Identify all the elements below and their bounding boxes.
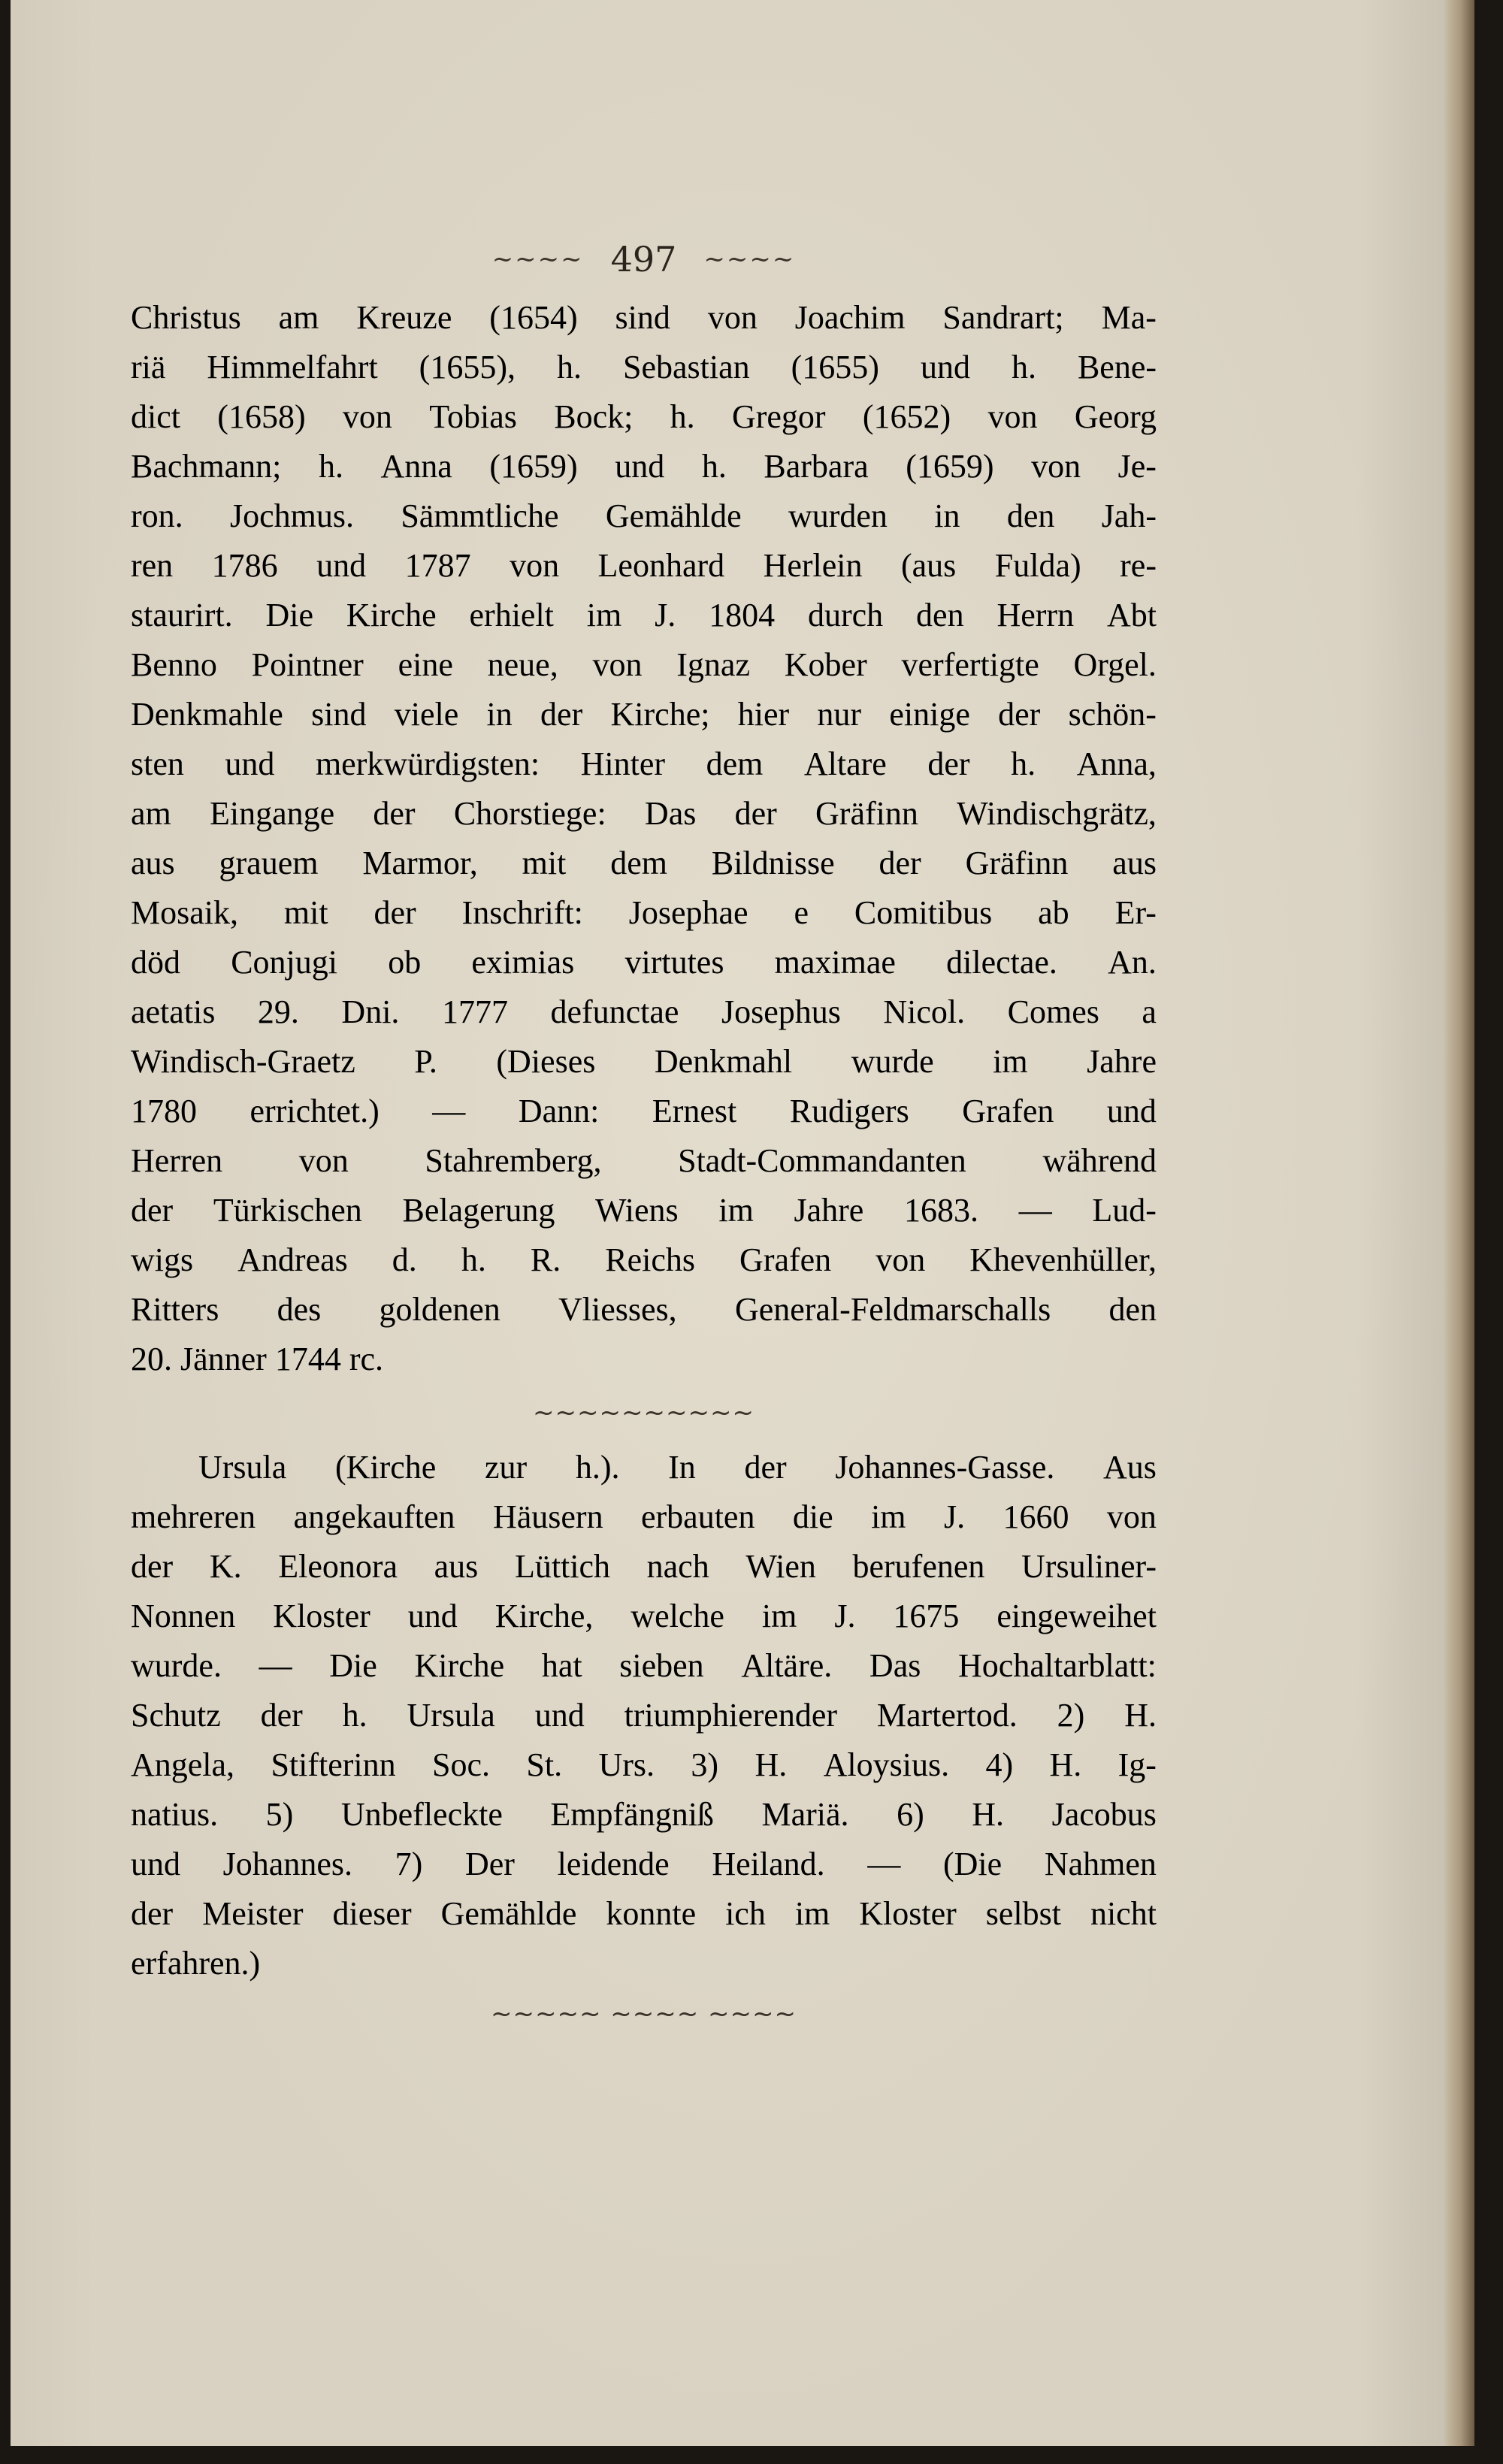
section-divider-1: ~~~~~~~~~~ (533, 1398, 755, 1428)
text-line: dict (1658) von Tobias Bock; h. Gregor (1652) von Georg (131, 398, 1157, 435)
text-line: natius. 5) Unbefleckte Empfängniß Mariä. 6) H. Jacobus (131, 1796, 1157, 1833)
text-line: der Meister dieser Gemählde konnte ich im Kloster selbst nicht (131, 1895, 1157, 1932)
text-line: riä Himmelfahrt (1655), h. Sebastian (1655) und h. Bene- (131, 349, 1157, 385)
section-ursula (131, 1443, 1157, 2006)
book-binding-edge (1444, 0, 1474, 2446)
text-line: mehreren angekauften Häusern erbauten die im J. 1660 von (131, 1498, 1157, 1535)
text-line: ren 1786 und 1787 von Leonhard Herlein (aus Fulda) re- (131, 547, 1157, 584)
text-line: sten und merkwürdigsten: Hinter dem Altare der h. Anna, (131, 745, 1157, 782)
text-line: Ursula (Kirche zur h.). In der Johannes-Gasse. Aus (198, 1449, 1157, 1486)
text-line: aetatis 29. Dni. 1777 defunctae Josephus Nicol. Comes a (131, 993, 1157, 1030)
text-line: Mosaik, mit der Inschrift: Josephae e Comitibus ab Er- (131, 894, 1157, 931)
text-line: der Türkischen Belagerung Wiens im Jahre 1683. — Lud- (131, 1192, 1157, 1229)
text-line: Nonnen Kloster und Kirche, welche im J. 1675 eingeweihet (131, 1598, 1157, 1634)
page-header (131, 229, 1157, 289)
section-denkmahle (131, 293, 1157, 1398)
text-line: und Johannes. 7) Der leidende Heiland. — (Die Nahmen (131, 1846, 1157, 1882)
section-divider-2: ~~~~~ ~~~~ ~~~~ (491, 1999, 797, 2029)
text-line: erfahren.) (131, 1945, 261, 1982)
text-line: staurirt. Die Kirche erhielt im J. 1804 durch den Herrn Abt (131, 597, 1157, 633)
text-line: Christus am Kreuze (1654) sind von Joachim Sandrart; Ma- (131, 299, 1157, 336)
text-line: Denkmahle sind viele in der Kirche; hier nur einige der schön- (131, 696, 1157, 733)
book-page (11, 0, 1474, 2446)
text-line: wigs Andreas d. h. R. Reichs Grafen von Khevenhüller, (131, 1241, 1157, 1278)
text-line: Bachmann; h. Anna (1659) und h. Barbara (1659) von Je- (131, 448, 1157, 485)
page-number: 497 (610, 239, 677, 280)
text-line: Angela, Stifterinn Soc. St. Urs. 3) H. Aloysius. 4) H. Ig- (131, 1746, 1157, 1783)
header-ornament-right: ~~~~ (703, 244, 796, 274)
text-line: Schutz der h. Ursula und triumphierender Martertod. 2) H. (131, 1697, 1157, 1734)
text-line: död Conjugi ob eximias virtutes maximae dilectae. An. (131, 944, 1157, 981)
text-line: aus grauem Marmor, mit dem Bildnisse der Gräfinn aus (131, 845, 1157, 881)
text-line: Windisch-Graetz P. (Dieses Denkmahl wurde im Jahre (131, 1043, 1157, 1080)
header-ornament-left: ~~~~ (491, 244, 584, 274)
text-line: 20. Jänner 1744 rc. (131, 1341, 384, 1377)
text-line: ron. Jochmus. Sämmtliche Gemählde wurden in den Jah- (131, 497, 1157, 534)
text-line: Benno Pointner eine neue, von Ignaz Kober verfertigte Orgel. (131, 646, 1157, 683)
text-line: wurde. — Die Kirche hat sieben Altäre. Das Hochaltarblatt: (131, 1647, 1157, 1684)
text-line: am Eingange der Chorstiege: Das der Gräfinn Windischgrätz, (131, 795, 1157, 832)
text-line: 1780 errichtet.) — Dann: Ernest Rudigers Grafen und (131, 1093, 1157, 1129)
text-line: Ritters des goldenen Vliesses, General-Feldmarschalls den (131, 1291, 1157, 1328)
text-line: Herren von Stahremberg, Stadt-Commandanten während (131, 1142, 1157, 1179)
text-line: der K. Eleonora aus Lüttich nach Wien berufenen Ursuliner- (131, 1548, 1157, 1585)
